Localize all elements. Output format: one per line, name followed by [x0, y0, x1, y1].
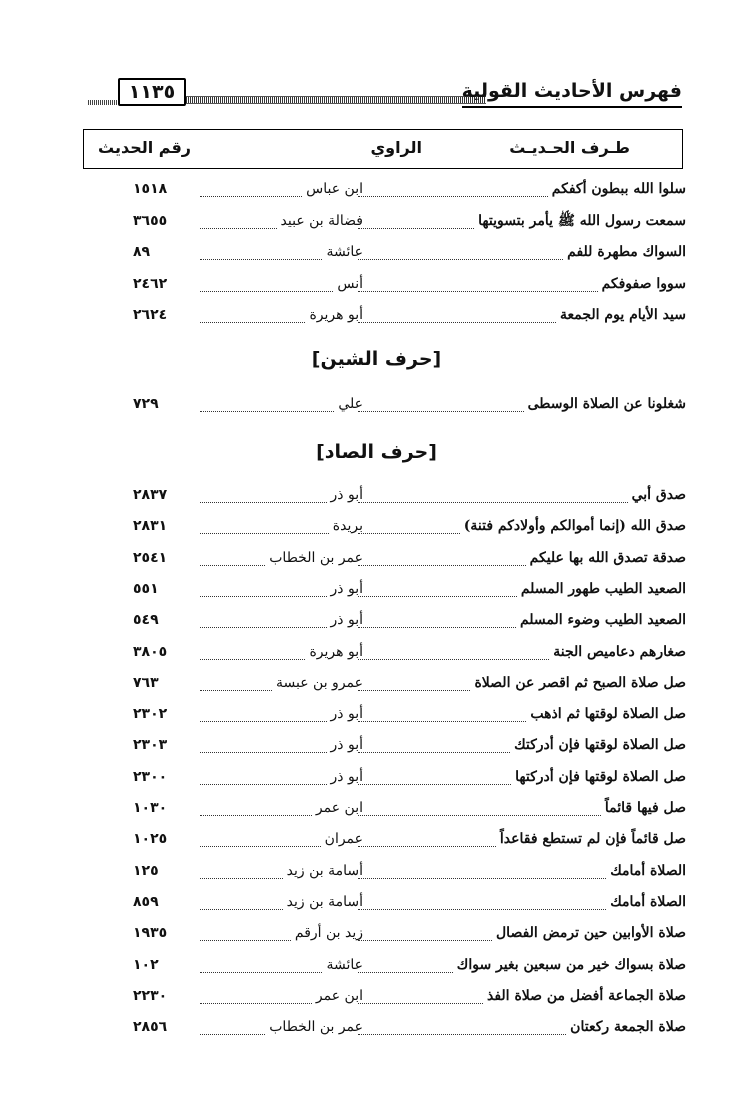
hadith-number: ٢٢٣٠ — [133, 987, 168, 1004]
narrator: زيد بن أرقم — [294, 925, 363, 942]
leader-dots — [358, 877, 606, 879]
narrator: عائشة — [326, 956, 363, 973]
hadith-number: ٣٨٠٥ — [133, 643, 168, 660]
leader-dots — [200, 783, 327, 785]
leader-dots — [200, 227, 277, 229]
leader-dots — [358, 939, 492, 941]
narrator: فضالة بن عبيد — [280, 212, 363, 229]
leader-dots — [358, 532, 460, 534]
leader-dots — [200, 626, 327, 628]
leader-dots — [200, 532, 329, 534]
hadith-number: ٢٤٦٢ — [133, 275, 168, 292]
leader-dots — [200, 595, 327, 597]
narrator: ابن عمر — [315, 987, 363, 1004]
index-row — [0, 543, 753, 573]
leader-dots — [358, 501, 628, 503]
hadith-number: ٢٣٠٣ — [133, 737, 168, 754]
hadith-text: سيد الأيام يوم الجمعة — [560, 307, 686, 323]
hadith-number: ٧٦٣ — [133, 674, 159, 691]
hadith-text: صدق أبي — [631, 487, 686, 503]
leader-dots — [200, 908, 283, 910]
index-row — [0, 480, 753, 510]
hadith-number: ١٩٣٥ — [133, 925, 168, 942]
leader-dots — [358, 720, 526, 722]
hadith-text: صل الصلاة لوقتها ثم اذهب — [530, 706, 686, 723]
leader-dots — [358, 1002, 483, 1004]
hadith-number: ١٢٥ — [133, 862, 159, 879]
narrator: عمران — [324, 831, 363, 848]
leader-dots — [358, 814, 601, 816]
hadith-text: صل صلاة الصبح ثم اقصر عن الصلاة — [474, 674, 686, 691]
section-heading-shin: [حرف الشين] — [311, 348, 442, 370]
column-header-raqm: رقم الحديث — [98, 138, 192, 157]
hadith-text: صل الصلاة لوقتها فإن أدركتها — [515, 768, 686, 785]
leader-dots — [200, 814, 312, 816]
index-row — [0, 793, 753, 823]
index-row — [0, 389, 753, 419]
narrator: عائشة — [326, 244, 363, 260]
index-row — [0, 762, 753, 792]
index-row — [0, 699, 753, 729]
leader-dots — [358, 908, 606, 910]
column-header-tarf: طـرف الحـديـث — [509, 138, 630, 157]
column-header-rawi: الراوي — [370, 138, 422, 157]
hadith-text: صلاة بسواك خير من سبعين بغير سواك — [456, 956, 686, 973]
index-row — [0, 605, 753, 635]
hadith-number: ٢٦٢٤ — [133, 307, 168, 323]
leader-dots — [200, 195, 302, 197]
hadith-number: ٨٩ — [133, 244, 151, 260]
narrator: أبو هريرة — [309, 307, 363, 323]
hadith-number: ٥٤٩ — [133, 612, 159, 629]
hadith-number: ٥٥١ — [133, 580, 159, 597]
hadith-text: سمعت رسول الله ﷺ يأمر بتسويتها — [478, 212, 686, 229]
hadith-number: ٢٣٠٢ — [133, 706, 168, 723]
hadith-number: ١٥١٨ — [133, 181, 168, 197]
hadith-number: ٣٦٥٥ — [133, 212, 168, 229]
index-row — [0, 887, 753, 917]
leader-dots — [358, 595, 517, 597]
index-row — [0, 856, 753, 886]
index-row — [0, 1012, 753, 1042]
leader-dots — [200, 658, 305, 660]
leader-dots — [200, 1002, 312, 1004]
hadith-number: ٧٢٩ — [133, 396, 159, 412]
hadith-text: الصلاة أمامك — [610, 862, 686, 879]
hadith-number: ٢٣٠٠ — [133, 768, 168, 785]
narrator: عمر بن الخطاب — [269, 549, 363, 566]
hadith-number: ٢٨٥٦ — [133, 1019, 168, 1036]
hadith-text: صل قائماً فإن لم تستطع فقاعداً — [499, 831, 686, 848]
narrator: أبو ذر — [330, 580, 363, 597]
leader-dots — [358, 751, 510, 753]
index-row — [0, 269, 753, 299]
hadith-text: الصعيد الطيب طهور المسلم — [520, 580, 686, 597]
hadith-text: صلاة الجماعة أفضل من صلاة الفذ — [486, 987, 686, 1004]
index-row — [0, 300, 753, 330]
narrator: ابن عمر — [315, 800, 363, 816]
narrator: أبو ذر — [330, 487, 363, 503]
hadith-text: سلوا الله ببطون أكفكم — [551, 181, 686, 197]
leader-dots — [200, 258, 322, 260]
narrator: أبو ذر — [330, 612, 363, 629]
leader-dots — [200, 1033, 265, 1035]
leader-dots — [200, 939, 291, 941]
header-title: فهرس الأحاديث القولية — [462, 76, 682, 108]
narrator: ابن عباس — [306, 181, 363, 197]
narrator: أبو هريرة — [309, 643, 363, 660]
leader-dots — [358, 290, 598, 292]
leader-dots — [358, 321, 556, 323]
index-row — [0, 981, 753, 1011]
index-row — [0, 574, 753, 604]
index-row — [0, 637, 753, 667]
narrator: أبو ذر — [330, 768, 363, 785]
leader-dots — [358, 845, 496, 847]
leader-dots — [358, 410, 524, 412]
narrator: أبو ذر — [330, 706, 363, 723]
leader-dots — [358, 258, 563, 260]
leader-dots — [358, 564, 526, 566]
leader-dots — [200, 877, 283, 879]
header-rule — [186, 96, 486, 104]
leader-dots — [200, 290, 333, 292]
column-headers — [83, 129, 683, 169]
hadith-text: صدق الله (إنما أموالكم وأولادكم فتنة) — [463, 518, 686, 535]
hadith-number: ١٠٣٠ — [133, 800, 168, 816]
leader-dots — [200, 751, 327, 753]
hadith-text: صغارهم دعاميص الجنة — [553, 643, 686, 660]
leader-dots — [358, 195, 548, 197]
section-heading-sad: [حرف الصاد] — [316, 441, 437, 463]
narrator: علي — [338, 396, 363, 412]
hadith-number: ٨٥٩ — [133, 893, 159, 910]
narrator: أسامة بن زيد — [286, 862, 363, 879]
hadith-number: ٢٨٣٧ — [133, 487, 168, 503]
leader-dots — [358, 1033, 566, 1035]
index-row — [0, 918, 753, 948]
index-row — [0, 206, 753, 236]
hadith-text: صدقة تصدق الله بها عليكم — [529, 549, 686, 566]
narrator: أنس — [337, 275, 363, 292]
leader-dots — [200, 501, 327, 503]
index-row — [0, 950, 753, 980]
narrator: أبو ذر — [330, 737, 363, 754]
index-row — [0, 237, 753, 267]
leader-dots — [358, 227, 474, 229]
hadith-number: ١٠٢ — [133, 956, 159, 973]
leader-dots — [358, 658, 549, 660]
narrator: عمرو بن عبسة — [276, 674, 363, 691]
leader-dots — [200, 321, 305, 323]
index-row — [0, 511, 753, 541]
leader-dots — [358, 971, 453, 973]
narrator: أسامة بن زيد — [286, 893, 363, 910]
narrator: عمر بن الخطاب — [269, 1019, 363, 1036]
hadith-text: سووا صفوفكم — [601, 275, 686, 292]
leader-dots — [200, 720, 327, 722]
leader-dots — [358, 626, 516, 628]
leader-dots — [200, 845, 321, 847]
leader-dots — [358, 783, 511, 785]
hadith-text: شغلونا عن الصلاة الوسطى — [527, 396, 686, 412]
index-row — [0, 174, 753, 204]
index-row — [0, 824, 753, 854]
hadith-number: ٢٥٤١ — [133, 549, 168, 566]
hadith-text: صلاة الأوابين حين ترمض الفصال — [496, 925, 686, 942]
hadith-text: الصعيد الطيب وضوء المسلم — [519, 612, 686, 629]
leader-dots — [200, 689, 272, 691]
index-row — [0, 668, 753, 698]
index-row — [0, 730, 753, 760]
leader-dots — [200, 971, 322, 973]
leader-dots — [200, 564, 265, 566]
narrator: بريدة — [332, 518, 363, 535]
hadith-number: ١٠٢٥ — [133, 831, 168, 848]
hadith-number: ٢٨٣١ — [133, 518, 168, 535]
hadith-text: صل الصلاة لوقتها فإن أدركتك — [514, 737, 686, 754]
page-number: ١١٣٥ — [118, 78, 186, 106]
hadith-text: السواك مطهرة للفم — [567, 244, 686, 260]
hadith-text: الصلاة أمامك — [610, 893, 686, 910]
hadith-text: صل فيها قائماً — [604, 800, 686, 816]
leader-dots — [358, 689, 470, 691]
hadith-text: صلاة الجمعة ركعتان — [570, 1019, 686, 1036]
running-header — [86, 76, 682, 110]
leader-dots — [200, 410, 334, 412]
